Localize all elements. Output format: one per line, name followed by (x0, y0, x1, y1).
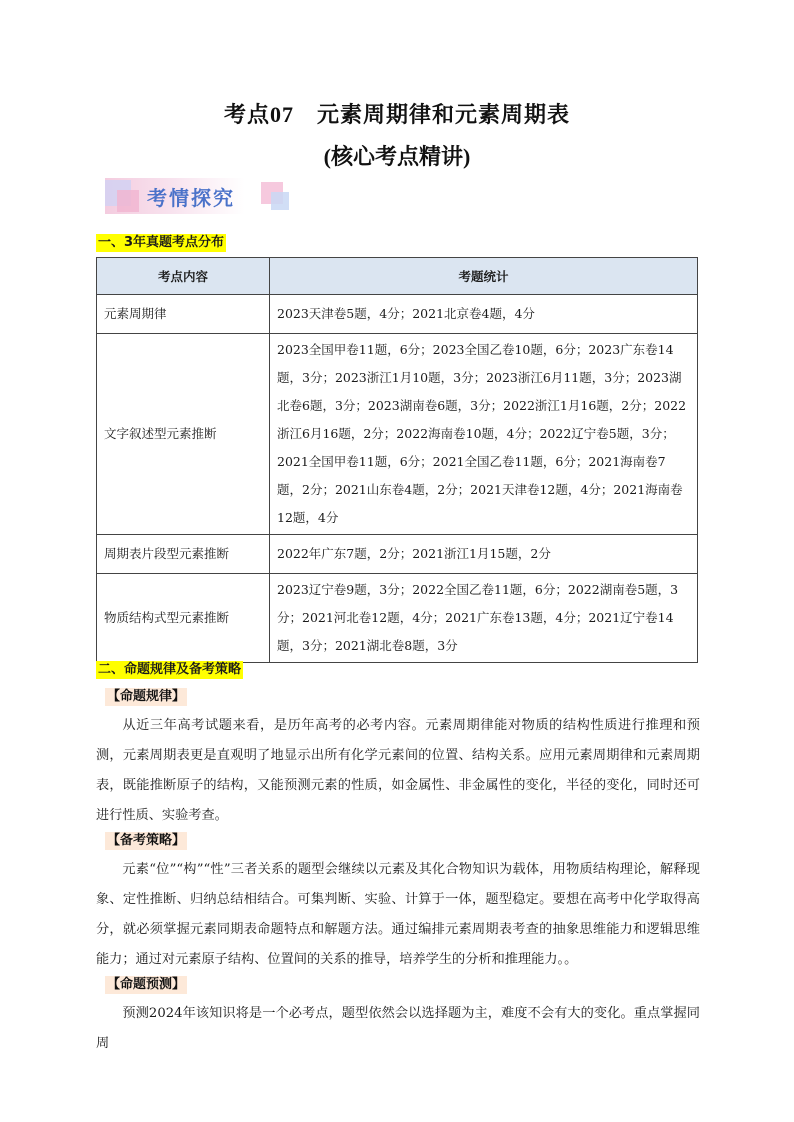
table-cell-stats: 2022年广东7题，2分；2021浙江1月15题，2分 (270, 535, 698, 574)
table-cell-topic: 元素周期律 (97, 295, 270, 334)
table-row (97, 574, 698, 663)
table-cell-topic: 文字叙述型元素推断 (97, 334, 270, 535)
section-heading-distribution: 一、3年真题考点分布 (98, 235, 225, 250)
table-row (97, 535, 698, 574)
section-banner (105, 178, 291, 214)
table-cell-stats: 2023全国甲卷11题，6分；2023全国乙卷10题，6分；2023广东卷14题，3分；2023浙江1月10题，3分；2023浙江6月11题，3分；2023湖北卷6题，3分；2023湖南卷6题，3分；2022浙江1月16题，2分；2022浙江6月16题，2分；2022海南卷10题，4分；2022辽宁卷5题，3分；2021全国甲卷11题，6分；2021全国乙卷11题，6分；2021海南卷7题，2分；2021山东卷4题，2分；2021天津卷12题，4分；2021海南卷12题，4分 (270, 334, 698, 535)
paragraph-rules: 从近三年高考试题来看，是历年高考的必考内容。元素周期律能对物质的结构性质进行推理和预测，元素周期表更是直观明了地显示出所有化学元素间的位置、结构关系。应用元素周期律和元素周期表，既能推断原子的结构，又能预测元素的性质，如金属性、非金属性的变化，半径的变化，同时还可进行性质、实验考查。 (96, 718, 700, 823)
exam-distribution-table (96, 257, 698, 663)
table-cell-stats: 2023天津卷5题，4分；2021北京卷4题，4分 (270, 295, 698, 334)
block-label-rules: 【命题规律】 (107, 689, 186, 704)
table-header-row (97, 258, 698, 295)
block-label-prediction: 【命题预测】 (107, 977, 186, 992)
table-cell-stats: 2023辽宁卷9题，3分；2022全国乙卷11题，6分；2022湖南卷5题，3分；2021河北卷12题，4分；2021广东卷13题，4分；2021辽宁卷14题，3分；2021湖北卷8题，3分 (270, 574, 698, 663)
section-heading-strategy: 二、命题规律及备考策略 (98, 662, 242, 677)
page-subtitle: (核心考点精讲) (323, 144, 471, 169)
block-label-strategy: 【备考策略】 (107, 833, 186, 848)
table-row (97, 334, 698, 535)
banner-label: 考情探究 (147, 186, 235, 210)
table-row (97, 295, 698, 334)
banner-decor-square (117, 190, 139, 212)
paragraph-prediction: 预测2024年该知识将是一个必考点，题型依然会以选择题为主，难度不会有大的变化。重点掌握同周 (96, 1006, 700, 1051)
table-cell-topic: 物质结构式型元素推断 (97, 574, 270, 663)
table-cell-topic: 周期表片段型元素推断 (97, 535, 270, 574)
page-title: 考点07 元素周期律和元素周期表 (223, 102, 570, 127)
paragraph-strategy: 元素“位”“构”“性”三者关系的题型会继续以元素及其化合物知识为载体，用物质结构理论，解释现象、定性推断、归纳总结相结合。可集判断、实验、计算于一体，题型稳定。要想在高考中化学取得高分，就必须掌握元素同期表命题特点和解题方法。通过编排元素周期表考查的抽象思维能力和逻辑思维能力；通过对元素原子结构、位置间的关系的推导，培养学生的分析和推理能力。。 (96, 862, 700, 967)
table-header-cell: 考点内容 (97, 258, 270, 295)
banner-decor-square (271, 192, 289, 210)
table-header-cell: 考题统计 (270, 258, 698, 295)
